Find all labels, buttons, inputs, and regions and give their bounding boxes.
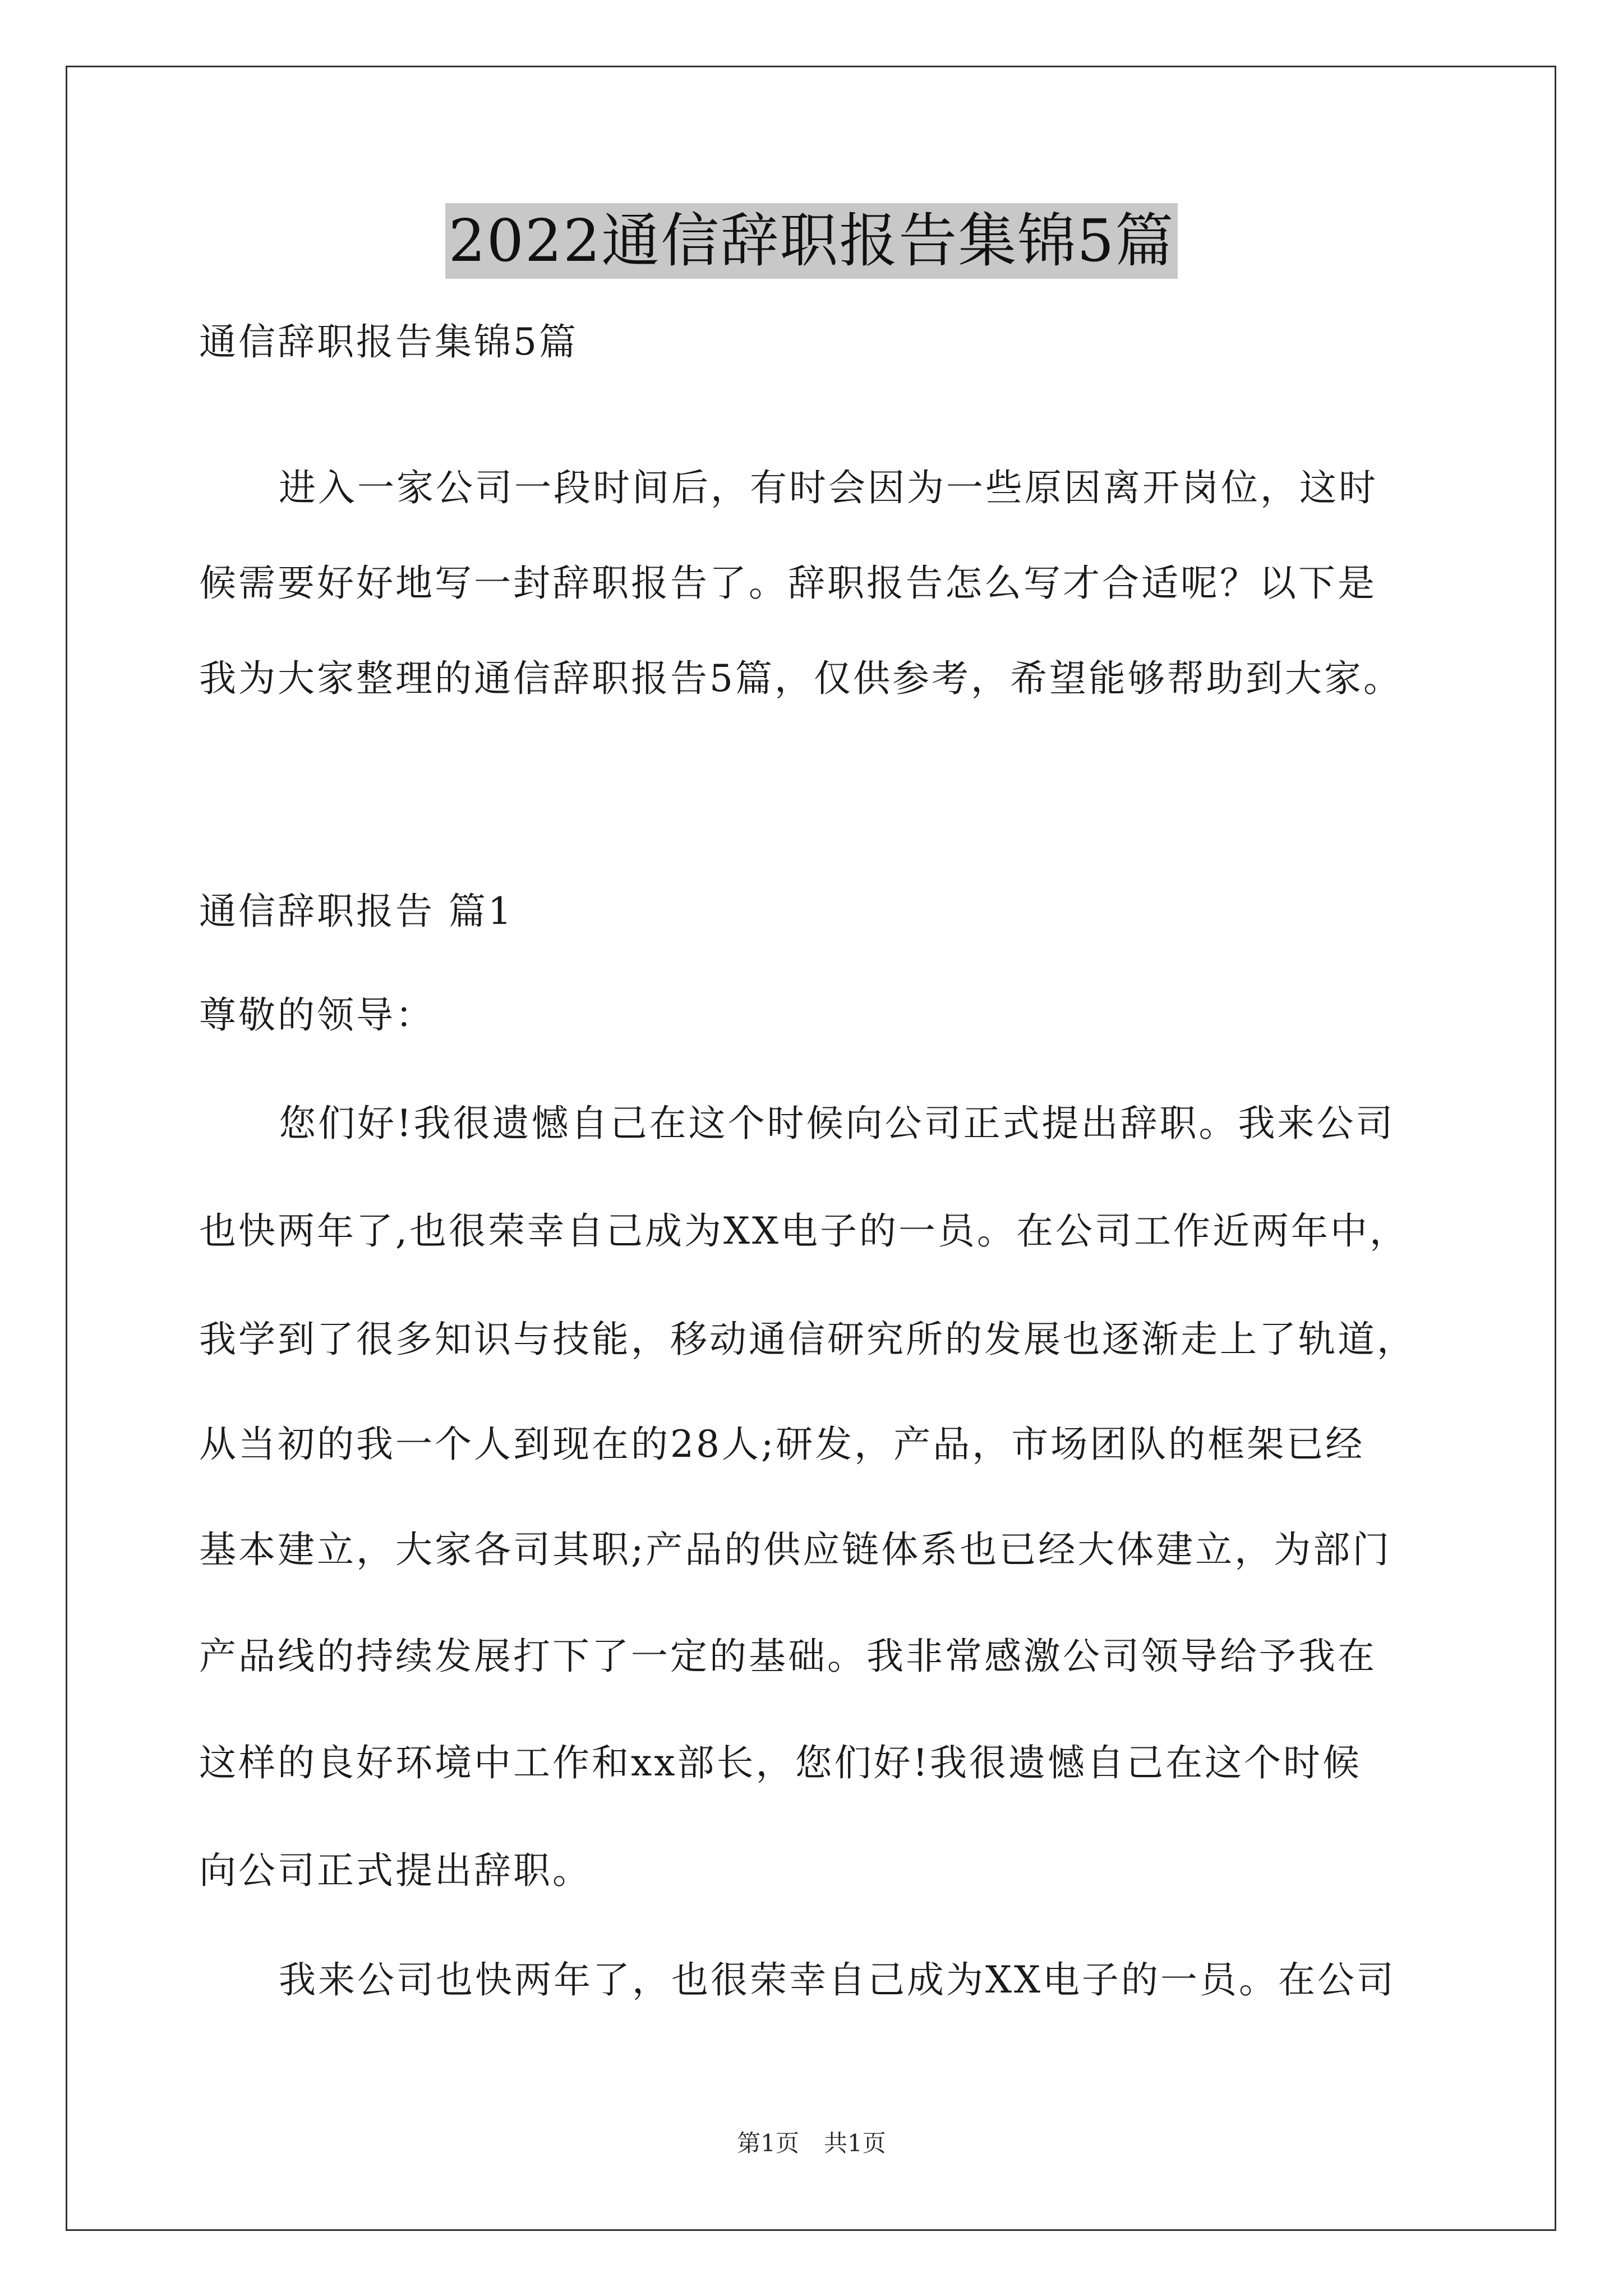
intro-line-1: 进入一家公司一段时间后，有时会因为一些原因离开岗位，这时	[279, 466, 1378, 509]
salutation-line: 尊敬的领导：	[199, 993, 435, 1037]
page-footer	[0, 2125, 1623, 2159]
page-total: 共1页	[824, 2129, 886, 2157]
body-line-1: 您们好!我很遗憾自己在这个时候向公司正式提出辞职。我来公司	[279, 1102, 1395, 1145]
title-container	[0, 203, 1623, 279]
body-line-3: 我学到了很多知识与技能，移动通信研究所的发展也逐渐走上了轨道，	[199, 1318, 1416, 1361]
body-line-6: 产品线的持续发展打下了一定的基础。我非常感激公司领导给予我在	[199, 1635, 1377, 1678]
page-number: 第1页	[737, 2129, 799, 2157]
intro-line-3: 我为大家整理的通信辞职报告5篇，仅供参考，希望能够帮助到大家。	[199, 657, 1403, 700]
body-line-4: 从当初的我一个人到现在的28人;研发，产品，市场团队的框架已经	[199, 1423, 1365, 1466]
body-line-7: 这样的良好环境中工作和xx部长，您们好!我很遗憾自己在这个时候	[199, 1741, 1362, 1784]
document-title: 2022通信辞职报告集锦5篇	[445, 203, 1178, 279]
body-line-2: 也快两年了,也很荣幸自己成为XX电子的一员。在公司工作近两年中，	[199, 1209, 1409, 1253]
body-line-5: 基本建立，大家各司其职;产品的供应链体系也已经大体建立，为部门	[199, 1528, 1392, 1571]
subtitle-line: 通信辞职报告集锦5篇	[199, 320, 578, 364]
body-line-8: 向公司正式提出辞职。	[199, 1849, 592, 1892]
body-line-9: 我来公司也快两年了，也很荣幸自己成为XX电子的一员。在公司	[279, 1958, 1396, 2001]
intro-line-2: 候需要好好地写一封辞职报告了。辞职报告怎么写才合适呢？以下是	[199, 562, 1377, 605]
section-heading: 通信辞职报告 篇1	[199, 890, 514, 933]
